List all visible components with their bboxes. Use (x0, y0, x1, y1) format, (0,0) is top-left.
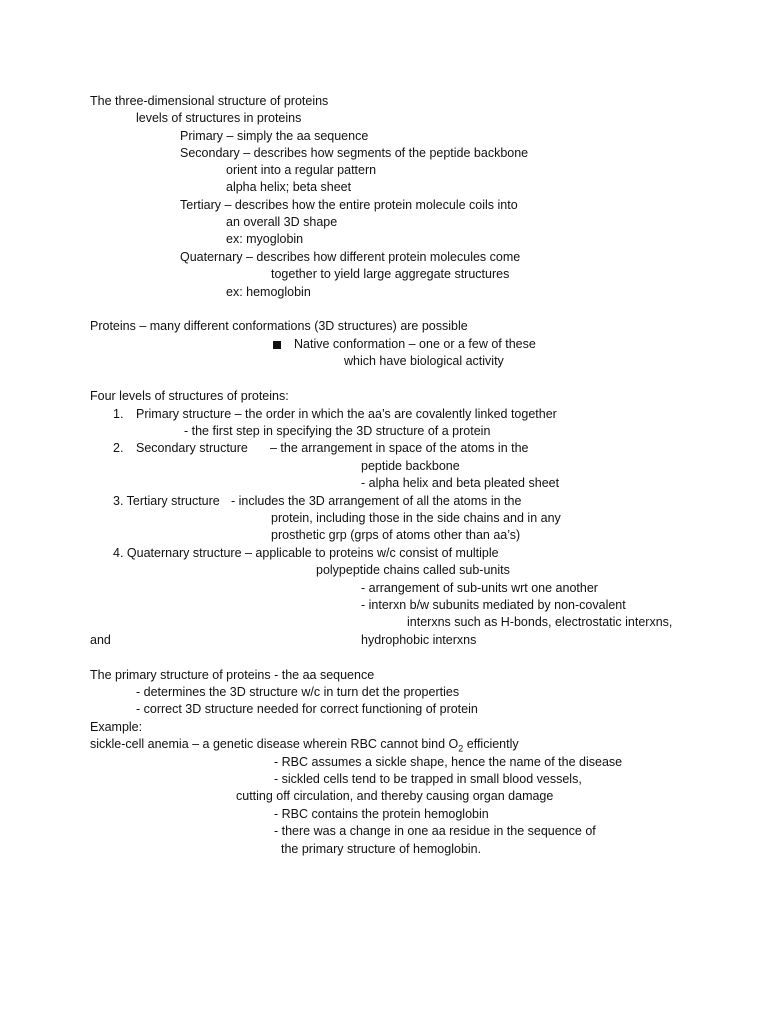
text-line: orient into a regular pattern (226, 163, 377, 177)
text-line: - there was a change in one aa residue in the sequence of (274, 824, 596, 838)
text-line: levels of structures in proteins (136, 111, 302, 125)
list-number: 2. (113, 441, 124, 455)
text-line: prosthetic grp (grps of atoms other than aa’s) (271, 528, 521, 542)
text-line: protein, including those in the side chains and in any (271, 511, 561, 525)
text-line: 4. Quaternary structure – applicable to proteins w/c consist of multiple (113, 546, 499, 560)
text-line: peptide backbone (361, 459, 460, 473)
heading-four-levels: Four levels of structures of proteins: (90, 389, 289, 403)
text-line: Tertiary – describes how the entire protein molecule coils into (180, 198, 518, 212)
text-line: the primary structure of hemoglobin. (281, 842, 482, 856)
heading-primary-structure: The primary structure of proteins - the aa sequence (90, 668, 375, 682)
text-line: - RBC assumes a sickle shape, hence the name of the disease (274, 755, 623, 769)
text-line: - RBC contains the protein hemoglobin (274, 807, 489, 821)
text-line: polypeptide chains called sub-units (316, 563, 510, 577)
text-line: - arrangement of sub-units wrt one another (361, 581, 598, 595)
text-line: Quaternary – describes how different protein molecules come (180, 250, 521, 264)
text-line: interxns such as H-bonds, electrostatic interxns, (407, 615, 673, 629)
text-line: - interxn b/w subunits mediated by non-covalent (361, 598, 626, 612)
text-line: - includes the 3D arrangement of all the atoms in the (231, 494, 522, 508)
text-line: which have biological activity (344, 354, 504, 368)
text-line: cutting off circulation, and thereby causing organ damage (236, 789, 554, 803)
square-bullet-icon (273, 341, 281, 349)
text-line: an overall 3D shape (226, 215, 338, 229)
text-line: ex: myoglobin (226, 232, 304, 246)
list-number: 1. (113, 407, 124, 421)
heading-proteins-conformations: Proteins – many different conformations (3D structures) are possible (90, 319, 468, 333)
text-line: alpha helix; beta sheet (226, 180, 352, 194)
text-line: - sickled cells tend to be trapped in small blood vessels, (274, 772, 582, 786)
text-line: - determines the 3D structure w/c in turn det the properties (136, 685, 460, 699)
text-line: Secondary – describes how segments of the peptide backbone (180, 146, 529, 160)
text-line: sickle-cell anemia – a genetic disease wherein RBC cannot bind $O_2$ efficiently (90, 737, 519, 754)
text-line: 3. Tertiary structure (113, 494, 220, 508)
text-line: - the first step in specifying the 3D structure of a protein (184, 424, 491, 438)
text-line: Example: (90, 720, 143, 734)
text-line: Primary structure – the order in which the aa’s are covalently linked together (136, 407, 557, 421)
text-line: and (90, 633, 111, 647)
text-line: together to yield large aggregate structures (271, 267, 510, 281)
text-line: - alpha helix and beta pleated sheet (361, 476, 560, 490)
text-line: ex: hemoglobin (226, 285, 311, 299)
heading-3d-structure: The three-dimensional structure of proteins (90, 94, 329, 108)
text-line: Secondary structure (136, 441, 248, 455)
text-line: Native conformation – one or a few of these (294, 337, 536, 351)
text-line: – the arrangement in space of the atoms in the (270, 441, 529, 455)
text-line: Primary – simply the aa sequence (180, 129, 369, 143)
text-line: - correct 3D structure needed for correct functioning of protein (136, 702, 478, 716)
text-line: hydrophobic interxns (361, 633, 477, 647)
